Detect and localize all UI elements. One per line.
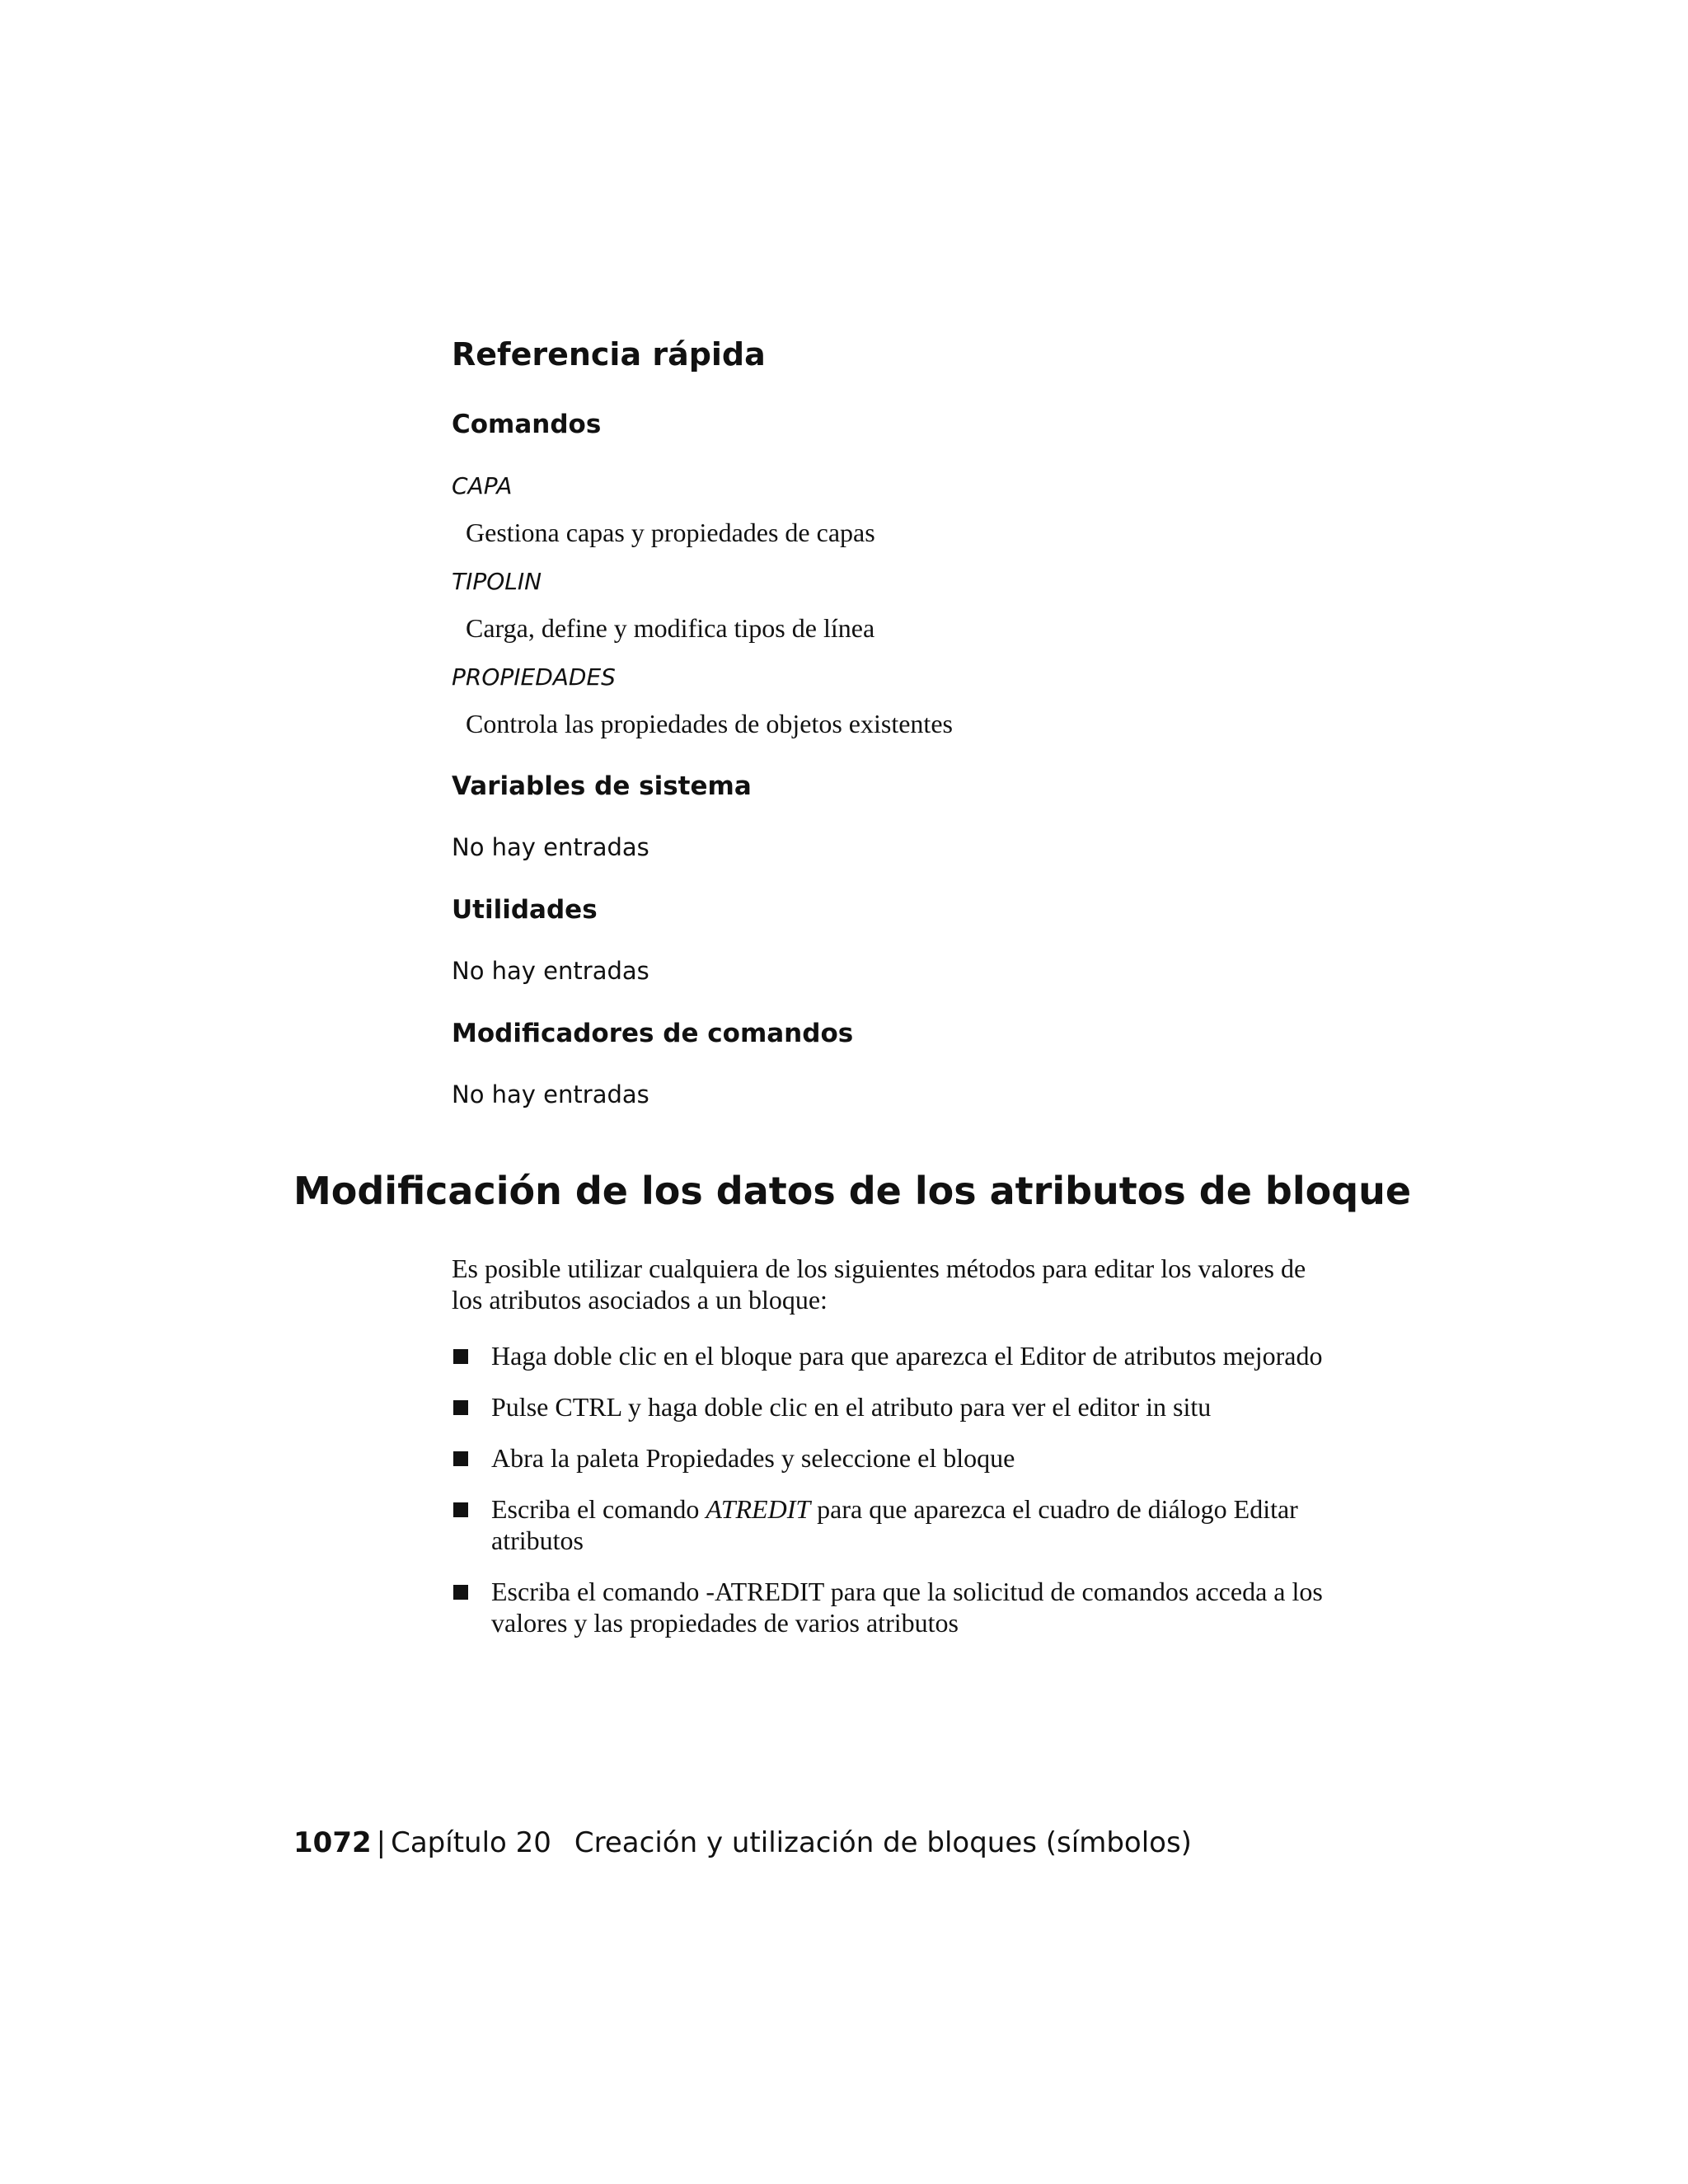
utilities-heading: Utilidades (452, 895, 598, 925)
command-modifiers-text: No hay entradas (452, 1080, 649, 1108)
command-modifiers-heading: Modificadores de comandos (452, 1019, 854, 1048)
system-variables-heading: Variables de sistema (452, 771, 752, 801)
footer-chapter-title: Creación y utilización de bloques (símbolos) (574, 1826, 1192, 1859)
page-footer (293, 1826, 1192, 1859)
command-description-propiedades: Controla las propiedades de objetos existentes (466, 709, 953, 738)
list-item (452, 1576, 1350, 1638)
list-item-text-after: para que aparezca el cuadro de diálogo Editar atributos (491, 1494, 1298, 1555)
list-item (452, 1340, 1350, 1371)
list-item-text: Haga doble clic en el bloque para que aparezca el Editor de atributos mejorado (491, 1341, 1323, 1371)
system-variables-text: No hay entradas (452, 833, 649, 861)
utilities-text: No hay entradas (452, 957, 649, 985)
square-bullet-icon (453, 1349, 468, 1364)
footer-separator: | (376, 1826, 387, 1859)
command-name-tipolin: TIPOLIN (452, 568, 542, 595)
list-item (452, 1493, 1350, 1556)
list-item-text: Pulse CTRL y haga doble clic en el atributo para ver el editor in situ (491, 1392, 1212, 1422)
methods-list (452, 1340, 1350, 1658)
command-description-capa: Gestiona capas y propiedades de capas (466, 518, 875, 547)
section-title: Modificación de los datos de los atributos de bloque (293, 1169, 1412, 1213)
list-item-text-before: Escriba el comando (491, 1494, 706, 1524)
square-bullet-icon (453, 1451, 468, 1466)
command-name-propiedades: PROPIEDADES (452, 663, 616, 691)
quick-reference-title: Referencia rápida (452, 336, 766, 373)
command-description-tipolin: Carga, define y modifica tipos de línea (466, 613, 875, 643)
commands-heading: Comandos (452, 410, 602, 439)
list-item (452, 1391, 1350, 1422)
command-emphasis: ATREDIT (706, 1494, 811, 1524)
square-bullet-icon (453, 1400, 468, 1415)
square-bullet-icon (453, 1502, 468, 1517)
square-bullet-icon (453, 1585, 468, 1600)
intro-paragraph: Es posible utilizar cualquiera de los siguientes métodos para editar los valores de los atributos asociados a un bloque: (452, 1254, 1306, 1315)
list-item (452, 1442, 1350, 1474)
list-item-text: Abra la paleta Propiedades y seleccione el bloque (491, 1443, 1015, 1473)
footer-chapter: Capítulo 20 (391, 1826, 551, 1859)
page-number: 1072 (293, 1826, 372, 1859)
command-name-capa: CAPA (452, 472, 513, 499)
list-item-text: Escriba el comando -ATREDIT para que la solicitud de comandos acceda a los valores y las propiedades de varios atributos (491, 1577, 1323, 1638)
